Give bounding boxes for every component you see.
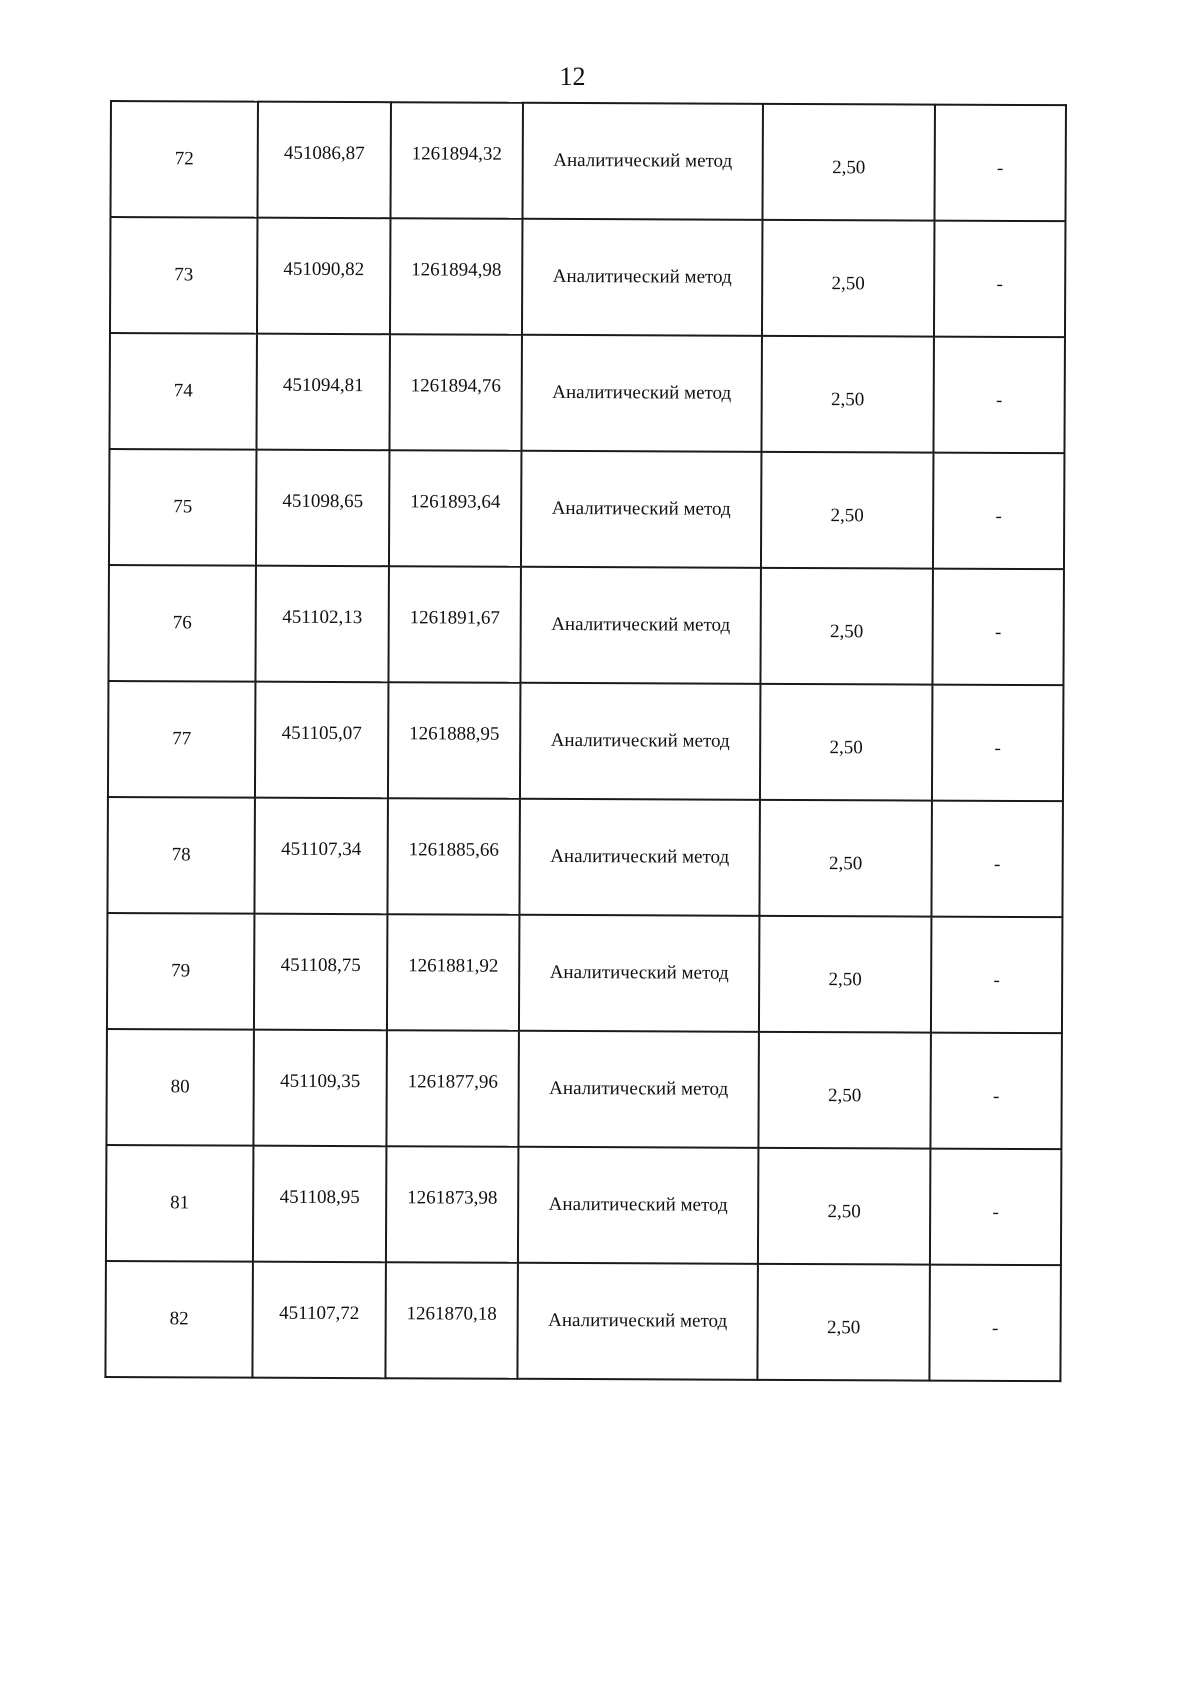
accuracy-text: 2,50 xyxy=(828,969,862,991)
accuracy-text: 2,50 xyxy=(829,737,863,759)
accuracy-text: 2,50 xyxy=(829,853,863,875)
point-number-cell xyxy=(106,1145,254,1262)
table-row xyxy=(109,449,1064,569)
x-coordinate-cell xyxy=(255,566,389,683)
point-number-text: 80 xyxy=(170,1076,190,1098)
x-coordinate-text: 451102,13 xyxy=(282,606,363,629)
method-cell xyxy=(519,799,760,916)
y-coordinate-cell xyxy=(388,682,521,799)
point-number-text: 72 xyxy=(174,148,194,170)
method-cell xyxy=(521,335,762,452)
note-text: - xyxy=(996,273,1003,295)
method-text: Аналитический метод xyxy=(548,1309,728,1332)
method-text: Аналитический метод xyxy=(552,265,732,288)
y-coordinate-text: 1261877,96 xyxy=(407,1071,498,1093)
y-coordinate-text: 1261894,76 xyxy=(410,375,501,397)
method-text: Аналитический метод xyxy=(550,845,730,868)
y-coordinate-cell xyxy=(389,334,522,451)
method-cell xyxy=(519,915,760,1032)
accuracy-cell xyxy=(761,452,934,569)
note-text: - xyxy=(996,157,1004,179)
y-coordinate-text: 1261894,98 xyxy=(411,259,502,281)
accuracy-cell xyxy=(759,916,932,1033)
y-coordinate-text: 1261894,32 xyxy=(411,143,502,165)
method-text: Аналитический метод xyxy=(551,497,731,520)
y-coordinate-cell xyxy=(390,102,523,219)
method-cell xyxy=(522,103,763,220)
accuracy-text: 2,50 xyxy=(830,621,864,643)
page-number: 12 xyxy=(559,62,586,91)
point-number-text: 74 xyxy=(173,380,193,402)
note-cell xyxy=(930,1149,1062,1266)
table-row xyxy=(106,1145,1061,1265)
note-text: - xyxy=(994,737,1001,759)
table-row xyxy=(108,681,1063,801)
x-coordinate-cell xyxy=(256,334,390,451)
point-number-cell xyxy=(108,681,256,798)
accuracy-text: 2,50 xyxy=(827,1085,862,1107)
point-number-text: 78 xyxy=(171,844,191,866)
note-text: - xyxy=(993,969,1000,991)
x-coordinate-text: 451107,72 xyxy=(279,1302,360,1325)
point-number-cell xyxy=(110,101,258,218)
table-row xyxy=(110,101,1065,221)
x-coordinate-text: 451094,81 xyxy=(282,374,364,397)
note-text: - xyxy=(995,505,1002,527)
point-number-text: 73 xyxy=(174,264,194,286)
method-text: Аналитический метод xyxy=(551,613,731,636)
y-coordinate-cell xyxy=(388,566,521,683)
method-text: Аналитический метод xyxy=(550,729,730,752)
accuracy-cell xyxy=(762,104,935,221)
x-coordinate-text: 451108,95 xyxy=(279,1186,360,1209)
x-coordinate-text: 451098,65 xyxy=(282,490,364,513)
note-cell xyxy=(931,801,1063,918)
note-cell xyxy=(932,569,1064,686)
y-coordinate-cell xyxy=(390,218,523,335)
note-cell xyxy=(933,453,1065,570)
method-cell xyxy=(522,219,763,336)
point-number-cell xyxy=(106,1029,254,1146)
point-number-text: 81 xyxy=(170,1192,190,1214)
y-coordinate-text: 1261885,66 xyxy=(408,839,499,861)
note-text: - xyxy=(995,389,1003,411)
y-coordinate-text: 1261873,98 xyxy=(407,1187,498,1209)
y-coordinate-cell xyxy=(389,450,522,567)
accuracy-cell xyxy=(762,220,935,337)
note-cell xyxy=(934,221,1066,338)
table-row xyxy=(110,217,1065,337)
point-number-cell xyxy=(108,565,256,682)
method-text: Аналитический метод xyxy=(549,1077,729,1100)
point-number-cell xyxy=(110,217,258,334)
note-cell xyxy=(933,337,1065,454)
x-coordinate-cell xyxy=(257,102,391,219)
point-number-text: 75 xyxy=(173,496,193,518)
method-text: Аналитический метод xyxy=(549,961,729,984)
accuracy-cell xyxy=(759,800,932,917)
note-cell xyxy=(932,685,1064,802)
method-cell xyxy=(517,1263,758,1380)
note-cell xyxy=(929,1265,1061,1382)
x-coordinate-text: 451090,82 xyxy=(283,258,365,281)
note-text: - xyxy=(993,853,1001,875)
point-number-text: 77 xyxy=(172,728,192,750)
x-coordinate-cell xyxy=(257,218,391,335)
y-coordinate-text: 1261891,67 xyxy=(409,607,500,629)
y-coordinate-text: 1261893,64 xyxy=(410,491,501,513)
method-cell xyxy=(518,1147,759,1264)
y-coordinate-cell xyxy=(385,1262,518,1379)
x-coordinate-cell xyxy=(255,682,389,799)
point-number-text: 82 xyxy=(169,1308,189,1330)
table-row xyxy=(107,797,1062,917)
note-cell xyxy=(934,105,1066,222)
table-row xyxy=(107,913,1062,1033)
point-number-text: 76 xyxy=(172,612,192,634)
accuracy-cell xyxy=(761,336,934,453)
note-text: - xyxy=(991,1317,999,1339)
note-text: - xyxy=(992,1201,999,1223)
x-coordinate-text: 451109,35 xyxy=(280,1070,361,1093)
y-coordinate-text: 1261881,92 xyxy=(408,955,499,977)
accuracy-text: 2,50 xyxy=(830,505,864,527)
accuracy-cell xyxy=(760,684,933,801)
table-row xyxy=(108,565,1063,685)
x-coordinate-cell xyxy=(254,914,388,1031)
point-number-cell xyxy=(107,913,255,1030)
point-number-cell xyxy=(107,797,255,914)
table-row xyxy=(106,1029,1061,1149)
y-coordinate-cell xyxy=(386,1030,519,1147)
method-text: Аналитический метод xyxy=(553,149,733,172)
method-cell xyxy=(521,451,762,568)
accuracy-text: 2,50 xyxy=(831,389,865,411)
x-coordinate-text: 451086,87 xyxy=(283,142,365,165)
point-number-cell xyxy=(109,449,257,566)
point-number-cell xyxy=(105,1261,253,1378)
method-cell xyxy=(520,683,761,800)
point-number-cell xyxy=(109,333,257,450)
x-coordinate-text: 451107,34 xyxy=(281,838,362,861)
y-coordinate-cell xyxy=(387,914,520,1031)
y-coordinate-cell xyxy=(387,798,520,915)
note-cell xyxy=(931,917,1063,1034)
accuracy-text: 2,50 xyxy=(826,1317,861,1339)
table-row xyxy=(105,1261,1060,1381)
table-body xyxy=(105,101,1066,1381)
accuracy-cell xyxy=(760,568,933,685)
x-coordinate-text: 451108,75 xyxy=(280,954,361,977)
x-coordinate-text: 451105,07 xyxy=(281,722,362,745)
accuracy-cell xyxy=(758,1032,931,1149)
y-coordinate-cell xyxy=(386,1146,519,1263)
x-coordinate-cell xyxy=(253,1146,387,1263)
note-cell xyxy=(930,1033,1062,1150)
x-coordinate-cell xyxy=(253,1030,387,1147)
x-coordinate-cell xyxy=(256,450,390,567)
note-text: - xyxy=(992,1085,1000,1107)
x-coordinate-cell xyxy=(252,1262,386,1379)
accuracy-cell xyxy=(758,1148,931,1265)
method-text: Аналитический метод xyxy=(548,1193,728,1216)
accuracy-text: 2,50 xyxy=(831,273,865,295)
accuracy-text: 2,50 xyxy=(827,1201,861,1223)
table-row xyxy=(109,333,1064,453)
accuracy-cell xyxy=(757,1264,930,1381)
y-coordinate-text: 1261888,95 xyxy=(409,723,500,745)
point-number-text: 79 xyxy=(171,960,191,982)
y-coordinate-text: 1261870,18 xyxy=(406,1303,497,1325)
accuracy-text: 2,50 xyxy=(832,157,866,179)
method-cell xyxy=(518,1031,759,1148)
method-cell xyxy=(520,567,761,684)
coordinates-table xyxy=(104,100,1067,1382)
note-text: - xyxy=(994,621,1002,643)
x-coordinate-cell xyxy=(254,798,388,915)
method-text: Аналитический метод xyxy=(552,381,732,404)
